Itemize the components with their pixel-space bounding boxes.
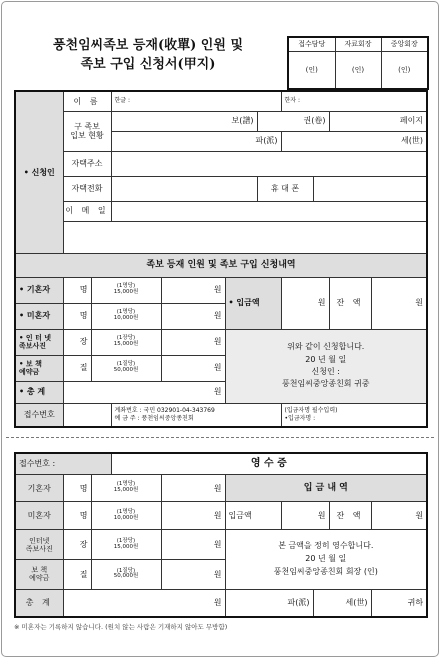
book-reservation-won: 원 bbox=[213, 363, 222, 373]
receipt-balance-amount[interactable] bbox=[371, 502, 427, 530]
volume-field[interactable] bbox=[257, 111, 329, 131]
internet-photo-amount-field[interactable] bbox=[161, 329, 225, 355]
unmarried-unit: 명 bbox=[79, 311, 88, 321]
approval-header-central-chair: 중앙회장 bbox=[381, 37, 428, 51]
married-fee-amount: 15,000원 bbox=[113, 289, 139, 295]
married-label: • 기혼자 bbox=[15, 277, 63, 303]
receipt-balance-label: 잔 액 bbox=[329, 502, 371, 530]
unmarried-count-field[interactable] bbox=[63, 303, 91, 329]
receipt-book-reservation-fee-amount: 50,000원 bbox=[113, 573, 139, 580]
applicant-section-label: • 신청인 bbox=[15, 91, 63, 253]
receipt-book-reservation-label-2: 예약금 bbox=[29, 574, 50, 583]
internet-photo-count-field[interactable] bbox=[63, 329, 91, 355]
receipt-unmarried-amount[interactable] bbox=[161, 502, 225, 530]
married-fee bbox=[91, 277, 161, 303]
receipt-unmarried-count[interactable] bbox=[63, 502, 91, 530]
form-title-line-2: 족보 구입 신청서(甲지) bbox=[80, 57, 216, 72]
receipt-married-fee bbox=[91, 474, 161, 502]
receipt-book-reservation-unit: 질 bbox=[79, 569, 88, 579]
book-reservation-label-2: 예약금 bbox=[19, 368, 40, 376]
old-genealogy-label-1: 구 족보 bbox=[74, 121, 100, 131]
address-field[interactable] bbox=[111, 151, 427, 176]
internet-photo-won: 원 bbox=[213, 337, 222, 347]
depositor-name-label: •입금자명 : bbox=[284, 414, 316, 422]
receipt-book-reservation-amount[interactable] bbox=[161, 559, 225, 589]
receipt-internet-photo-fee-unit: (1장당) bbox=[116, 537, 136, 544]
receipt-generation-label: 세(世) bbox=[345, 598, 368, 608]
old-genealogy-label-2: 입보 현황 bbox=[70, 131, 104, 140]
receipt-balance-won: 원 bbox=[415, 511, 424, 521]
unmarried-fee-amount: 10,000원 bbox=[113, 315, 139, 321]
internet-photo-label-2: 족보사진 bbox=[19, 342, 47, 350]
receipt-internet-photo-count[interactable] bbox=[63, 530, 91, 560]
account-holder: 예 금 주 : 풍천임씨중앙종친회 bbox=[114, 414, 194, 422]
deposit-amount-field[interactable] bbox=[281, 277, 329, 329]
receipt-married-fee-amount: 15,000원 bbox=[113, 487, 139, 494]
approval-header-data-chair: 자료회장 bbox=[335, 37, 381, 51]
name-label: 이 름 bbox=[63, 91, 111, 111]
receipt-unmarried-fee-amount: 10,000원 bbox=[113, 514, 139, 521]
receipt-branch-field[interactable] bbox=[225, 589, 313, 617]
book-reservation-fee-unit: (1질당) bbox=[116, 361, 136, 368]
mobile-label: 휴 대 폰 bbox=[257, 176, 313, 201]
receipt-recipient-label: 귀하 bbox=[407, 598, 424, 608]
approval-seal-3: (인) bbox=[381, 51, 428, 89]
total-amount-field[interactable] bbox=[63, 381, 225, 403]
receipt-book-reservation-fee-unit: (1질당) bbox=[116, 567, 136, 574]
receipt-number-field[interactable] bbox=[63, 403, 111, 427]
receipt-deposit-won: 원 bbox=[317, 511, 326, 521]
book-reservation-amount-field[interactable] bbox=[161, 355, 225, 381]
receipt-deposit-label: 입금액 bbox=[225, 502, 281, 530]
internet-photo-unit: 장 bbox=[79, 337, 88, 347]
account-info bbox=[111, 403, 281, 427]
depositor-name-field[interactable] bbox=[281, 403, 427, 427]
married-amount-field[interactable] bbox=[161, 277, 225, 303]
married-fee-unit: (1명당) bbox=[116, 283, 136, 290]
total-label: • 총 계 bbox=[15, 381, 63, 403]
home-phone-label: 자택전화 bbox=[63, 176, 111, 201]
applicant-signature-label: 신청인 : bbox=[311, 367, 340, 376]
hanja-name-field[interactable] bbox=[281, 91, 427, 111]
receipt-internet-photo-fee bbox=[91, 530, 161, 560]
application-statement bbox=[225, 329, 427, 403]
branch-field[interactable] bbox=[111, 131, 281, 151]
book-reservation-label-1: • 보 책 bbox=[19, 359, 42, 368]
unmarried-amount-field[interactable] bbox=[161, 303, 225, 329]
receipt-internet-photo-label bbox=[15, 530, 63, 560]
internet-photo-fee-unit: (1장당) bbox=[116, 335, 136, 342]
receipt-content-header: 입 금 내 역 bbox=[225, 474, 427, 502]
receipt-date: 20 년 월 일 bbox=[305, 554, 347, 564]
married-unit: 명 bbox=[79, 285, 88, 295]
unmarried-fee-unit: (1명당) bbox=[116, 309, 136, 316]
receipt-title: 영 수 증 bbox=[111, 453, 427, 474]
depositor-required-note: (입금자명 필수입력) bbox=[284, 406, 338, 414]
book-label: 보(譜) bbox=[231, 116, 254, 126]
unmarried-fee bbox=[91, 303, 161, 329]
balance-won: 원 bbox=[415, 298, 424, 308]
receipt-total-amount[interactable] bbox=[63, 589, 225, 617]
application-statement-line-1: 위와 같이 신청합니다. bbox=[287, 342, 365, 352]
application-form bbox=[14, 90, 428, 428]
receipt-unmarried-fee-unit: (1명당) bbox=[116, 509, 136, 516]
balance-amount-field[interactable] bbox=[371, 277, 427, 329]
home-phone-field[interactable] bbox=[111, 176, 257, 201]
receipt-internet-photo-unit: 장 bbox=[79, 539, 88, 549]
receipt-confirmation-line-1: 본 금액을 정히 영수합니다. bbox=[278, 541, 374, 551]
book-reservation-count-field[interactable] bbox=[63, 355, 91, 381]
receipt-married-count[interactable] bbox=[63, 474, 91, 502]
application-date: 20 년 월 일 bbox=[305, 354, 347, 364]
receipt-internet-photo-amount[interactable] bbox=[161, 530, 225, 560]
receipt-confirmation bbox=[225, 530, 427, 590]
receipt-number-label: 접수번호 bbox=[15, 403, 63, 427]
receipt-unmarried-label: 미혼자 bbox=[15, 502, 63, 530]
married-count-field[interactable] bbox=[63, 277, 91, 303]
receipt-generation-field[interactable] bbox=[313, 589, 371, 617]
hanja-name-label: 한자 : bbox=[284, 97, 301, 105]
receipt-unmarried-won: 원 bbox=[213, 511, 222, 521]
approval-seal-1: (인) bbox=[288, 51, 335, 89]
book-reservation-label bbox=[15, 355, 63, 381]
old-genealogy-label bbox=[63, 111, 111, 151]
receipt-form bbox=[14, 452, 428, 618]
page-field[interactable] bbox=[329, 111, 427, 131]
book-reservation-fee-amount: 50,000원 bbox=[113, 367, 139, 373]
volume-label: 권(卷) bbox=[303, 116, 326, 126]
address-label: 자택주소 bbox=[63, 151, 111, 176]
email-field[interactable] bbox=[111, 201, 427, 221]
total-won: 원 bbox=[213, 387, 222, 397]
page-label: 페이지 bbox=[399, 116, 424, 126]
book-reservation-fee bbox=[91, 355, 161, 381]
receipt-book-reservation-won: 원 bbox=[213, 569, 222, 579]
cut-line bbox=[6, 437, 434, 438]
receipt-internet-photo-label-2: 족보사진 bbox=[25, 544, 53, 553]
receipt-internet-photo-label-1: 인터넷 bbox=[29, 536, 50, 545]
approval-header-receiver: 접수담당 bbox=[288, 37, 335, 51]
book-field[interactable] bbox=[111, 111, 257, 131]
receipt-book-reservation-count[interactable] bbox=[63, 559, 91, 589]
korean-name-label: 한글 : bbox=[114, 97, 131, 105]
generation-field[interactable] bbox=[281, 131, 427, 151]
deposit-won: 원 bbox=[317, 298, 326, 308]
receipt-married-fee-unit: (1명당) bbox=[116, 481, 136, 488]
korean-name-field[interactable] bbox=[111, 91, 281, 111]
receipt-book-reservation-label-1: 보 책 bbox=[31, 566, 48, 575]
mobile-field[interactable] bbox=[313, 176, 427, 201]
receipt-internet-photo-won: 원 bbox=[213, 539, 222, 549]
deposit-label: • 입금액 bbox=[225, 277, 281, 329]
internet-photo-label-1: • 인 터 넷 bbox=[19, 333, 52, 342]
receipt-married-won: 원 bbox=[213, 483, 222, 493]
footnote: ※ 미혼자는 기록하지 않습니다. (원치 않는 사람은 기재하지 않아도 무방함) bbox=[14, 623, 228, 631]
account-number: 계좌번호 : 국민 032901-04-343769 bbox=[114, 406, 215, 414]
receipt-total-won: 원 bbox=[213, 598, 222, 608]
receipt-branch-label: 파(派) bbox=[287, 598, 310, 608]
internet-photo-fee bbox=[91, 329, 161, 355]
internet-photo-fee-amount: 15,000원 bbox=[113, 341, 139, 347]
receipt-married-unit: 명 bbox=[79, 483, 88, 493]
branch-label: 파(派) bbox=[255, 136, 278, 146]
unmarried-label: • 미혼자 bbox=[15, 303, 63, 329]
generation-label: 세(世) bbox=[401, 136, 424, 146]
book-reservation-unit: 질 bbox=[79, 363, 88, 373]
receipt-married-amount[interactable] bbox=[161, 474, 225, 502]
approval-seal-2: (인) bbox=[335, 51, 381, 89]
internet-photo-label bbox=[15, 329, 63, 355]
receipt-book-reservation-label bbox=[15, 559, 63, 589]
unmarried-won: 원 bbox=[213, 311, 222, 321]
receipt-total-label: 총 계 bbox=[15, 589, 63, 617]
form-title-line-1: 풍천임씨족보 등재(收單) 인원 및 bbox=[52, 38, 244, 53]
email-label: 이 메 일 bbox=[63, 201, 111, 221]
receipt-number-label-bottom: 접수번호 : bbox=[15, 453, 111, 474]
receipt-recipient-field[interactable] bbox=[371, 589, 427, 617]
addressee: 풍천임씨중앙종친회 귀중 bbox=[281, 379, 370, 389]
receipt-book-reservation-fee bbox=[91, 559, 161, 589]
receipt-internet-photo-fee-amount: 15,000원 bbox=[113, 543, 139, 550]
receipt-deposit-amount[interactable] bbox=[281, 502, 329, 530]
balance-label: 잔 액 bbox=[329, 277, 371, 329]
approval-box bbox=[287, 36, 429, 90]
receipt-seal: (인) bbox=[363, 566, 378, 576]
receipt-issuer: 풍천임씨중앙종친회 회장 bbox=[273, 566, 362, 576]
form-title bbox=[20, 36, 276, 74]
receipt-unmarried-unit: 명 bbox=[79, 511, 88, 521]
receipt-married-label: 기혼자 bbox=[15, 474, 63, 502]
receipt-unmarried-fee bbox=[91, 502, 161, 530]
details-header: 족보 등재 인원 및 족보 구입 신청내역 bbox=[15, 253, 427, 277]
married-won: 원 bbox=[213, 285, 222, 295]
